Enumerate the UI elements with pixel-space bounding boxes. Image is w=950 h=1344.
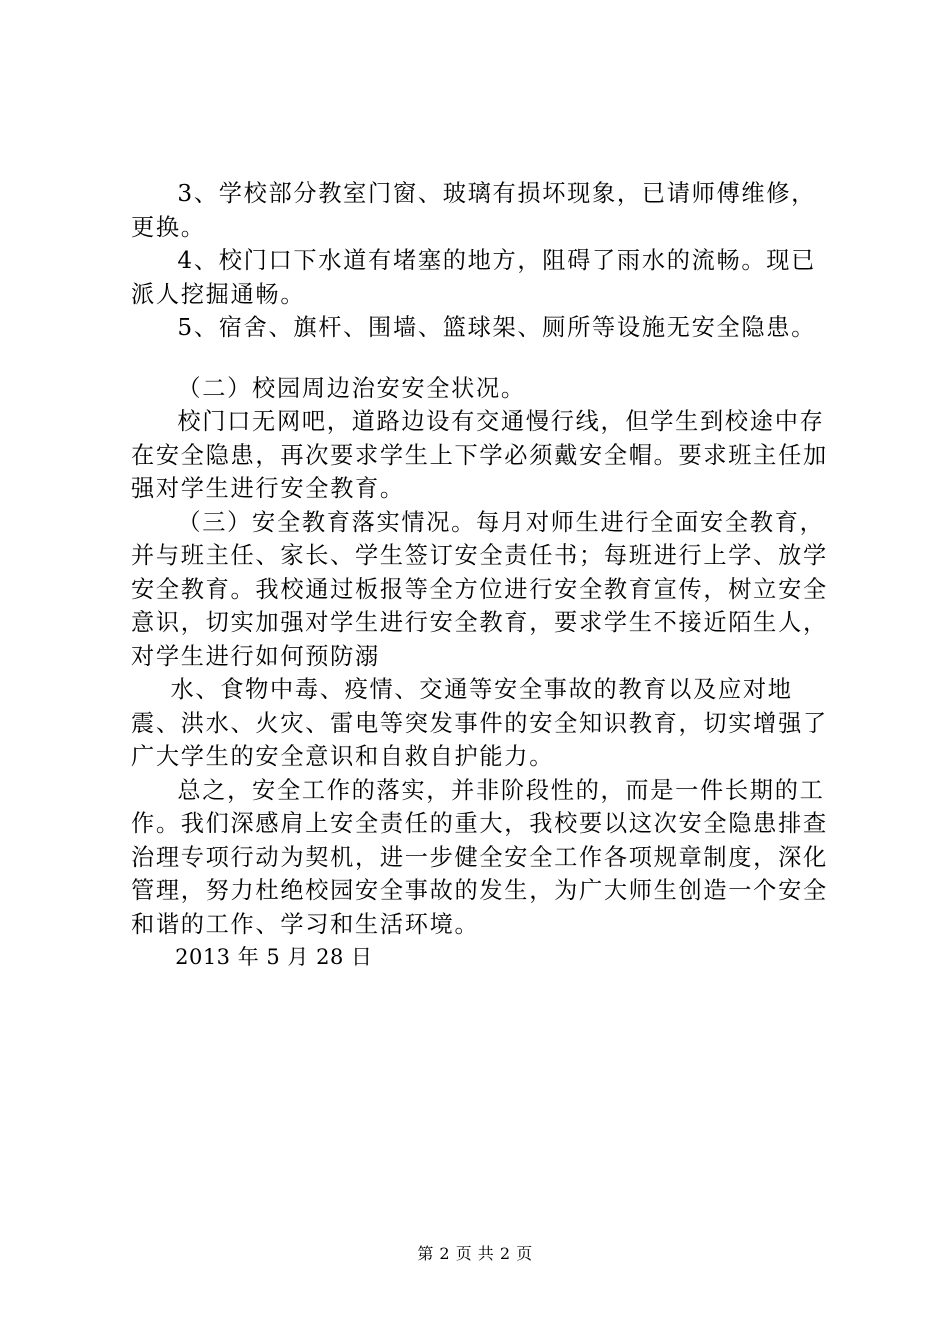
paragraph-safety-education-continued: 水、食物中毒、疫情、交通等安全事故的教育以及应对地震、洪水、火灾、雷电等突发事件的安全知识教育，切实增强了广大学生的安全意识和自救自护能力。	[131, 676, 828, 770]
paragraph-item-4: 4、校门口下水道有堵塞的地方，阻碍了雨水的流畅。现已派人挖掘通畅。	[131, 247, 817, 308]
page-footer: 第 2 页 共 2 页	[417, 1244, 533, 1263]
paragraph-conclusion: 总之，安全工作的落实，并非阶段性的，而是一件长期的工作。我们深感肩上安全责任的重大，我校要以这次安全隐患排查治理专项行动为契机，进一步健全安全工作各项规章制度，深化管理，努力杜绝校园安全事故的发生，为广大师生创造一个安全和谐的工作、学习和生活环境。	[131, 776, 828, 938]
paragraph-gap	[131, 345, 831, 372]
paragraph-item-5: 5、宿舍、旗杆、围墙、篮球架、厕所等设施无安全隐患。	[177, 314, 817, 341]
paragraph-item-3: 3、学校部分教室门窗、玻璃有损坏现象，已请师傅维修，更换。	[131, 180, 817, 241]
paragraph-campus-surroundings: 校门口无网吧，道路边设有交通慢行线，但学生到校途中存在安全隐患，再次要求学生上下学必须戴安全帽。要求班主任加强对学生进行安全教育。	[131, 408, 828, 502]
document-body	[131, 177, 831, 975]
document-date: 2013 年 5 月 28 日	[175, 945, 373, 969]
paragraph-safety-education: （三）安全教育落实情况。每月对师生进行全面安全教育，并与班主任、家长、学生签订安全责任书；每班进行上学、放学安全教育。我校通过板报等全方位进行安全教育宣传，树立安全意识，切实加强对学生进行安全教育，要求学生不接近陌生人，对学生进行如何预防溺	[131, 508, 828, 670]
section-heading-2: （二）校园周边治安安全状况。	[177, 374, 526, 402]
